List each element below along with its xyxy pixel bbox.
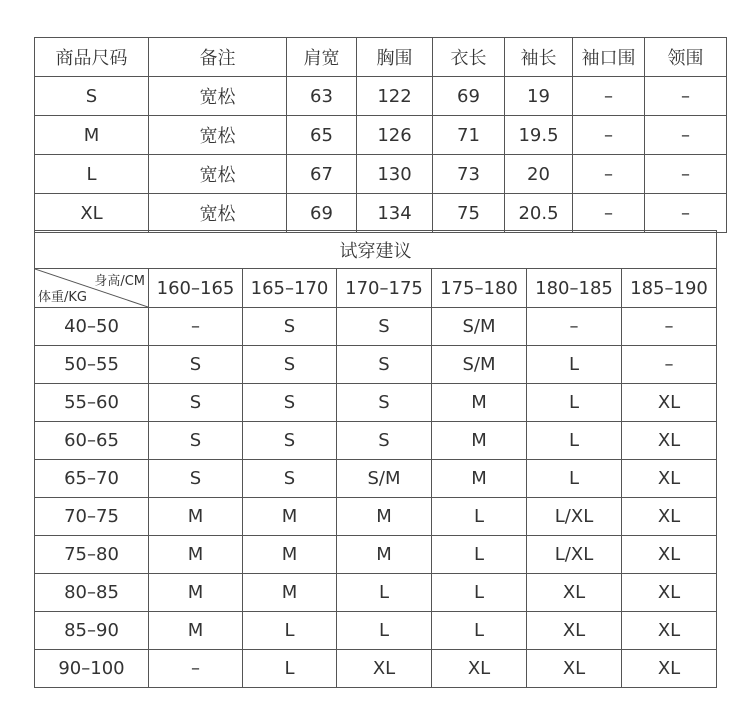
fit-size-cell: M <box>149 612 243 650</box>
fit-size-cell: L <box>243 612 337 650</box>
fit-size-cell: XL <box>622 650 717 688</box>
fit-table <box>34 230 717 688</box>
fit-size-cell: S <box>149 384 243 422</box>
value-cell: 63 <box>287 77 357 116</box>
header-cell: 领围 <box>645 38 727 77</box>
size-cell: M <box>35 116 149 155</box>
fit-size-cell: S <box>337 346 432 384</box>
fit-size-cell: M <box>337 536 432 574</box>
header-cell: 备注 <box>149 38 287 77</box>
fit-size-cell: – <box>622 346 717 384</box>
fit-size-cell: M <box>243 498 337 536</box>
fit-size-cell: S/M <box>432 308 527 346</box>
fit-size-cell: S <box>243 308 337 346</box>
fit-size-cell: S <box>243 422 337 460</box>
weight-range-cell: 90–100 <box>35 650 149 688</box>
fit-size-cell: – <box>149 650 243 688</box>
table-row <box>35 574 717 612</box>
weight-axis-label: 体重/KG <box>38 290 87 305</box>
table-row <box>35 650 717 688</box>
weight-range-cell: 40–50 <box>35 308 149 346</box>
table-row <box>35 460 717 498</box>
weight-range-cell: 50–55 <box>35 346 149 384</box>
fit-size-cell: M <box>149 536 243 574</box>
fit-size-cell: L <box>432 574 527 612</box>
header-cell: 商品尺码 <box>35 38 149 77</box>
value-cell: 75 <box>433 194 505 233</box>
header-cell: 袖口围 <box>573 38 645 77</box>
size-cell: XL <box>35 194 149 233</box>
value-cell: 65 <box>287 116 357 155</box>
header-cell: 衣长 <box>433 38 505 77</box>
weight-range-cell: 85–90 <box>35 612 149 650</box>
value-cell: 69 <box>433 77 505 116</box>
value-cell: – <box>645 116 727 155</box>
table-row <box>35 612 717 650</box>
fit-size-cell: XL <box>527 650 622 688</box>
height-axis-label: 身高/CM <box>94 274 145 289</box>
value-cell: 126 <box>357 116 433 155</box>
fit-size-cell: S <box>243 384 337 422</box>
size-table <box>34 37 727 233</box>
fit-size-cell: L <box>337 574 432 612</box>
value-cell: 67 <box>287 155 357 194</box>
fit-size-cell: L/XL <box>527 536 622 574</box>
fit-size-cell: L <box>432 536 527 574</box>
note-cell: 宽松 <box>149 77 287 116</box>
table-row <box>35 77 727 116</box>
height-range-cell: 185–190 <box>622 269 717 308</box>
table-row <box>35 155 727 194</box>
fit-size-cell: S <box>337 422 432 460</box>
height-range-cell: 175–180 <box>432 269 527 308</box>
value-cell: – <box>645 77 727 116</box>
weight-range-cell: 60–65 <box>35 422 149 460</box>
table-row <box>35 422 717 460</box>
value-cell: 19 <box>505 77 573 116</box>
fit-size-cell: L/XL <box>527 498 622 536</box>
header-cell: 肩宽 <box>287 38 357 77</box>
value-cell: – <box>573 194 645 233</box>
fit-size-cell: XL <box>432 650 527 688</box>
weight-range-cell: 55–60 <box>35 384 149 422</box>
value-cell: – <box>573 116 645 155</box>
note-cell: 宽松 <box>149 155 287 194</box>
fit-size-cell: XL <box>337 650 432 688</box>
fit-size-cell: M <box>243 574 337 612</box>
header-cell: 胸围 <box>357 38 433 77</box>
fit-size-cell: – <box>149 308 243 346</box>
fit-size-cell: L <box>527 422 622 460</box>
table-row <box>35 384 717 422</box>
fit-size-cell: M <box>337 498 432 536</box>
fit-size-cell: L <box>432 612 527 650</box>
corner-cell <box>35 269 149 308</box>
fit-size-cell: XL <box>622 536 717 574</box>
fit-size-cell: XL <box>527 574 622 612</box>
value-cell: 19.5 <box>505 116 573 155</box>
value-cell: – <box>645 155 727 194</box>
fit-size-cell: S/M <box>337 460 432 498</box>
fit-size-cell: – <box>527 308 622 346</box>
weight-range-cell: 65–70 <box>35 460 149 498</box>
value-cell: 20.5 <box>505 194 573 233</box>
note-cell: 宽松 <box>149 116 287 155</box>
fit-header-row <box>35 269 717 308</box>
value-cell: 122 <box>357 77 433 116</box>
height-range-cell: 180–185 <box>527 269 622 308</box>
fit-size-cell: L <box>337 612 432 650</box>
table-row <box>35 536 717 574</box>
fit-size-cell: S <box>149 460 243 498</box>
fit-size-cell: XL <box>622 384 717 422</box>
fit-size-cell: XL <box>527 612 622 650</box>
note-cell: 宽松 <box>149 194 287 233</box>
fit-size-cell: S/M <box>432 346 527 384</box>
fit-size-cell: XL <box>622 574 717 612</box>
fit-size-cell: M <box>243 536 337 574</box>
size-cell: S <box>35 77 149 116</box>
weight-range-cell: 70–75 <box>35 498 149 536</box>
height-range-cell: 165–170 <box>243 269 337 308</box>
height-range-cell: 160–165 <box>149 269 243 308</box>
value-cell: – <box>645 194 727 233</box>
fit-size-cell: M <box>432 384 527 422</box>
value-cell: 73 <box>433 155 505 194</box>
fit-title-row <box>35 231 717 269</box>
size-table-header-row <box>35 38 727 77</box>
fit-size-cell: M <box>432 422 527 460</box>
fit-size-cell: S <box>337 308 432 346</box>
fit-size-cell: S <box>149 346 243 384</box>
header-cell: 袖长 <box>505 38 573 77</box>
value-cell: – <box>573 155 645 194</box>
fit-size-cell: L <box>243 650 337 688</box>
fit-size-cell: XL <box>622 498 717 536</box>
value-cell: 69 <box>287 194 357 233</box>
fit-size-cell: S <box>149 422 243 460</box>
size-cell: L <box>35 155 149 194</box>
weight-range-cell: 80–85 <box>35 574 149 612</box>
table-row <box>35 194 727 233</box>
fit-size-cell: S <box>337 384 432 422</box>
value-cell: 20 <box>505 155 573 194</box>
value-cell: 71 <box>433 116 505 155</box>
fit-size-cell: L <box>527 346 622 384</box>
value-cell: 130 <box>357 155 433 194</box>
value-cell: – <box>573 77 645 116</box>
fit-size-cell: L <box>527 460 622 498</box>
table-row <box>35 308 717 346</box>
fit-size-cell: XL <box>622 612 717 650</box>
fit-size-cell: XL <box>622 422 717 460</box>
fit-size-cell: M <box>149 574 243 612</box>
weight-range-cell: 75–80 <box>35 536 149 574</box>
value-cell: 134 <box>357 194 433 233</box>
fit-size-cell: L <box>432 498 527 536</box>
fit-table-title: 试穿建议 <box>35 231 717 269</box>
height-range-cell: 170–175 <box>337 269 432 308</box>
table-row <box>35 498 717 536</box>
fit-size-cell: S <box>243 346 337 384</box>
fit-size-cell: M <box>149 498 243 536</box>
table-row <box>35 346 717 384</box>
fit-size-cell: M <box>432 460 527 498</box>
table-row <box>35 116 727 155</box>
fit-size-cell: L <box>527 384 622 422</box>
fit-size-cell: S <box>243 460 337 498</box>
fit-size-cell: XL <box>622 460 717 498</box>
fit-size-cell: – <box>622 308 717 346</box>
